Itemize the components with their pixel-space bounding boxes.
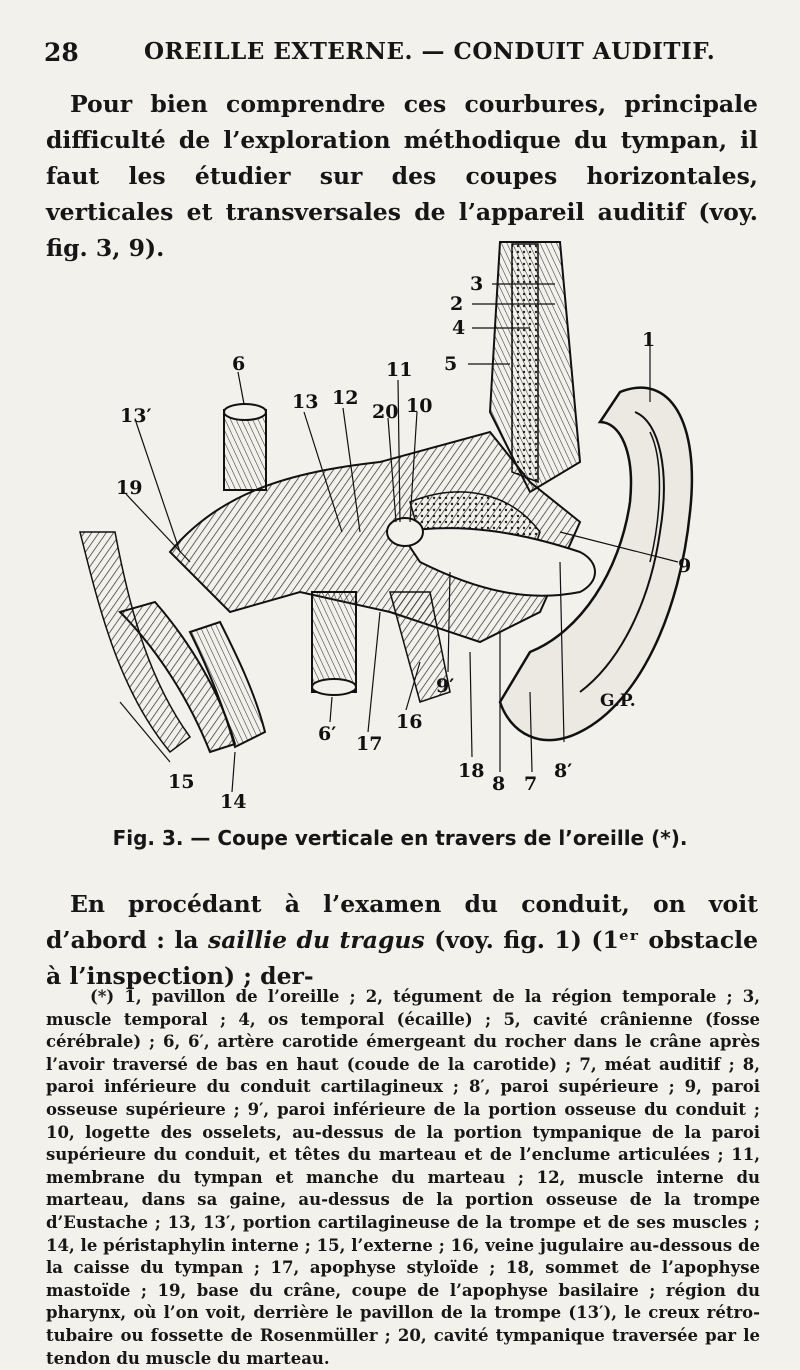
label-9: 9 bbox=[678, 555, 692, 577]
page-number: 28 bbox=[44, 38, 79, 67]
intro-paragraph: Pour bien comprendre ces courbures, principale difficulté de l’exploration méthodique du tympan, il faut les étudier sur des coupes horizontales, verticales et transversales de l’appareil auditif (voy. fig. 3, 9). bbox=[46, 90, 758, 262]
figure-caption: Fig. 3. — Coupe verticale en travers de l’oreille (*). bbox=[112, 826, 688, 850]
paragraph-lead: En procédant à l’examen du conduit, on voit d’abord : la bbox=[46, 890, 758, 954]
label-3: 3 bbox=[470, 273, 484, 295]
italic-term: saillie du tragus bbox=[207, 926, 425, 954]
label-6: 6 bbox=[232, 353, 246, 375]
body-paragraph bbox=[46, 886, 758, 994]
label-2: 2 bbox=[450, 293, 464, 315]
label-7: 7 bbox=[524, 773, 538, 795]
label-4: 4 bbox=[452, 317, 466, 339]
label-5: 5 bbox=[444, 353, 458, 375]
label-8: 8 bbox=[492, 773, 506, 795]
figure-footnote: (*) 1, pavillon de l’oreille ; 2, tégument de la région temporale ; 3, muscle temporal ; 4, os temporal (écaille) ; 5, cavité crânienne (fosse cérébrale) ; 6, 6′, artère carotide émergeant du rocher dans le crâne après l’avoir traversé de bas en haut (coude de la carotide) ; 7, méat auditif ; 8, paroi inférieure du conduit cartilagineux ; 8′, paroi supérieure ; 9, paroi osseuse supérieure ; 9′, paroi inférieure de la portion osseuse du conduit ; 10, logette des osselets, au-dessus de la portion tympanique de la paroi supérieure du conduit, et têtes du marteau et de l’enclume articulées ; 11, membrane du tympan et manche du marteau ; 12, muscle interne du marteau, dans sa gaine, au-dessus de la portion osseuse de la trompe d’Eustache ; 13, 13′, portion cartilagineuse de la trompe et de ses muscles ; 14, le péristaphylin interne ; 15, l’externe ; 16, veine jugulaire au-dessous de la caisse du tympan ; 17, apophyse styloïde ; 18, sommet de l’apophyse mastoïde ; 19, base du crâne, coupe de l’apophyse basilaire ; région du pharynx, où l’on voit, derrière le pavillon de la trompe (13′), le creux rétro-tubaire ou fossette de Rosenmüller ; 20, cavité tympanique traversée par le tendon du muscle du marteau. bbox=[46, 987, 760, 1368]
running-title: OREILLE EXTERNE. — CONDUIT AUDITIF. bbox=[144, 38, 716, 65]
ear-cross-section-illustration bbox=[60, 232, 760, 812]
label-13: 13 bbox=[292, 391, 319, 413]
running-head bbox=[44, 38, 760, 72]
label-9-prime: 9′ bbox=[436, 675, 455, 697]
label-14: 14 bbox=[220, 791, 247, 812]
label-17: 17 bbox=[356, 733, 383, 755]
label-8-prime: 8′ bbox=[554, 760, 573, 782]
label-11: 11 bbox=[386, 359, 413, 381]
label-19: 19 bbox=[116, 477, 143, 499]
label-13-prime: 13′ bbox=[120, 405, 152, 427]
engraver-signature: G.P. bbox=[600, 691, 636, 711]
label-1: 1 bbox=[642, 329, 656, 351]
label-15: 15 bbox=[168, 771, 195, 793]
label-10: 10 bbox=[406, 395, 433, 417]
paragraph-rest: (voy. fig. 1) (1ᵉʳ obstacle à l’inspection) ; der- bbox=[46, 926, 759, 990]
label-6-prime: 6′ bbox=[318, 723, 337, 745]
label-16: 16 bbox=[396, 711, 423, 733]
ear-cross-section-figure bbox=[60, 232, 760, 812]
label-12: 12 bbox=[332, 387, 359, 409]
label-20: 20 bbox=[372, 401, 399, 423]
label-18: 18 bbox=[458, 760, 485, 782]
